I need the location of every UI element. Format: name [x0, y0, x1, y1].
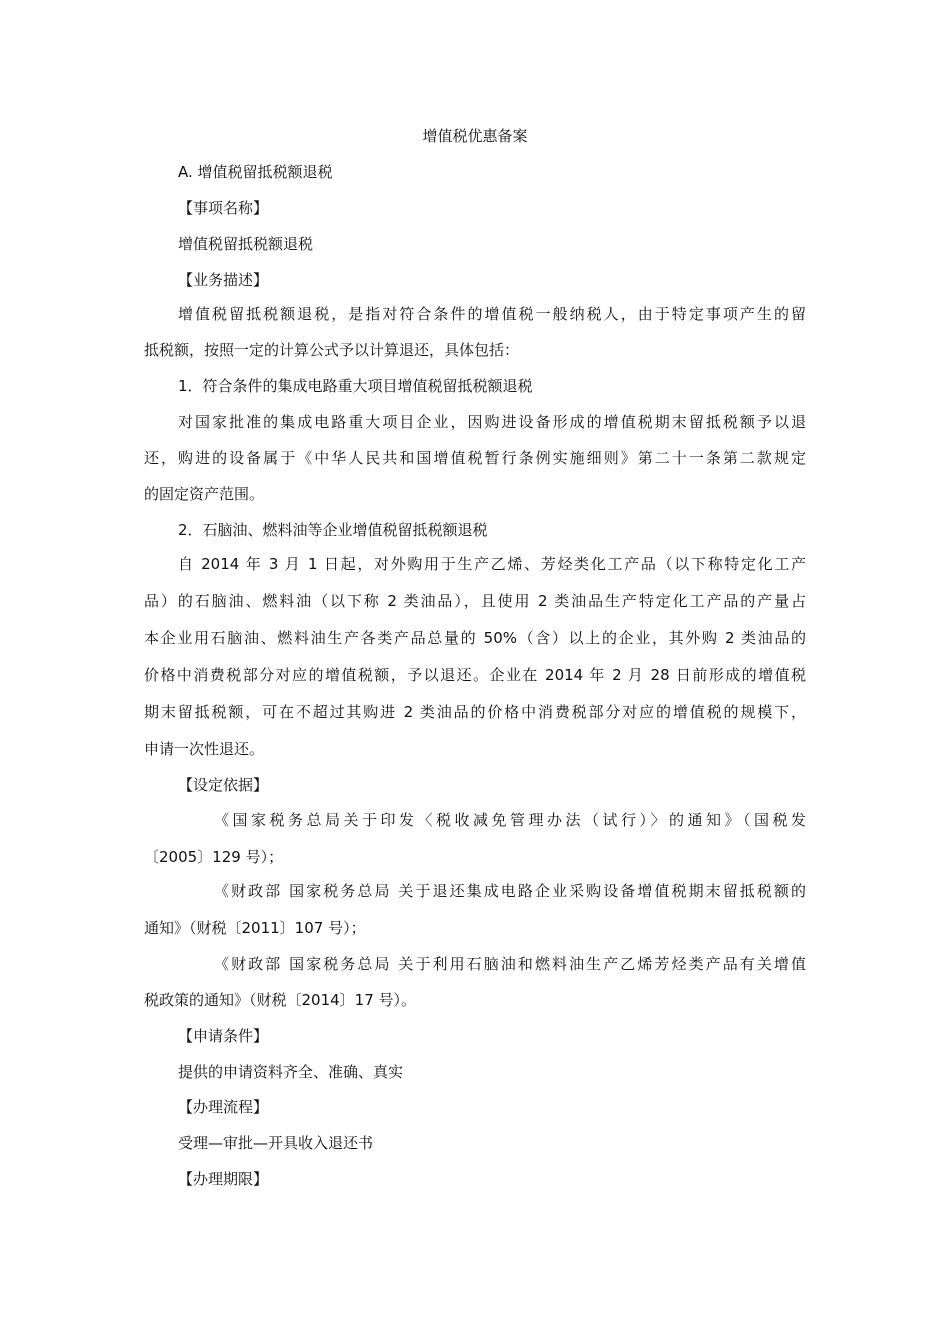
subitem-2-paragraph-line: 品）的石脑油、燃料油（以下称 2 类油品），且使用 2 类油品生产特定化工产品的产量占 [144, 592, 806, 610]
description-paragraph-line: 抵税额，按照一定的计算公式予以计算退还，具体包括： [144, 341, 520, 359]
subitem-2-paragraph-line: 本企业用石脑油、燃料油生产各类产品总量的 50%（含）以上的企业，其外购 2 类油品的 [144, 629, 806, 647]
legal-basis-1-line: 〔2005〕129 号）； [144, 848, 284, 866]
conditions-text: 提供的申请资料齐全、准确、真实 [178, 1063, 404, 1081]
subitem-2-paragraph-line: 申请一次性退还。 [144, 740, 265, 758]
subitem-1-paragraph-line: 的固定资产范围。 [144, 485, 265, 503]
subitem-1-paragraph-line: 对国家批准的集成电路重大项目企业，因购进设备形成的增值税期末留抵税额予以退 [178, 413, 806, 431]
legal-basis-2-line: 通知》（财税〔2011〕107 号）； [144, 919, 366, 937]
legal-basis-header: 【设定依据】 [178, 776, 269, 794]
subitem-2-paragraph-line: 价格中消费税部分对应的增值税额，予以退还。企业在 2014 年 2 月 28 日前形成的增值税 [144, 666, 806, 684]
document-title: 增值税优惠备案 [422, 127, 528, 145]
subitem-1-paragraph-line: 还，购进的设备属于《中华人民共和国增值税暂行条例实施细则》第二十一条第二款规定 [144, 449, 806, 467]
legal-basis-1-line: 《国家税务总局关于印发〈税收减免管理办法（试行）〉的通知》（国税发 [214, 811, 806, 829]
section-a-heading: A. 增值税留抵税额退税 [178, 163, 333, 181]
legal-basis-2-line: 《财政部 国家税务总局 关于退还集成电路企业采购设备增值税期末留抵税额的 [214, 882, 806, 900]
legal-basis-3-line: 《财政部 国家税务总局 关于利用石脑油和燃料油生产乙烯芳烃类产品有关增值 [214, 955, 806, 973]
process-text: 受理—审批—开具收入退还书 [178, 1134, 374, 1152]
deadline-header: 【办理期限】 [178, 1170, 269, 1188]
conditions-header: 【申请条件】 [178, 1027, 269, 1045]
description-paragraph-line: 增值税留抵税额退税，是指对符合条件的增值税一般纳税人，由于特定事项产生的留 [178, 305, 806, 323]
subitem-1-title: 1．符合条件的集成电路重大项目增值税留抵税额退税 [178, 377, 533, 395]
subitem-2-paragraph-line: 自 2014 年 3 月 1 日起，对外购用于生产乙烯、芳烃类化工产品（以下称特定化工产 [178, 555, 806, 573]
subitem-2-title: 2．石脑油、燃料油等企业增值税留抵税额退税 [178, 521, 488, 539]
business-description-header: 【业务描述】 [178, 271, 269, 289]
item-name-text: 增值税留抵税额退税 [178, 235, 314, 253]
subitem-2-paragraph-line: 期末留抵税额，可在不超过其购进 2 类油品的价格中消费税部分对应的增值税的规模下， [144, 703, 806, 721]
legal-basis-3-line: 税政策的通知》（财税〔2014〕17 号）。 [144, 991, 417, 1009]
process-header: 【办理流程】 [178, 1098, 269, 1116]
item-name-header: 【事项名称】 [178, 199, 269, 217]
